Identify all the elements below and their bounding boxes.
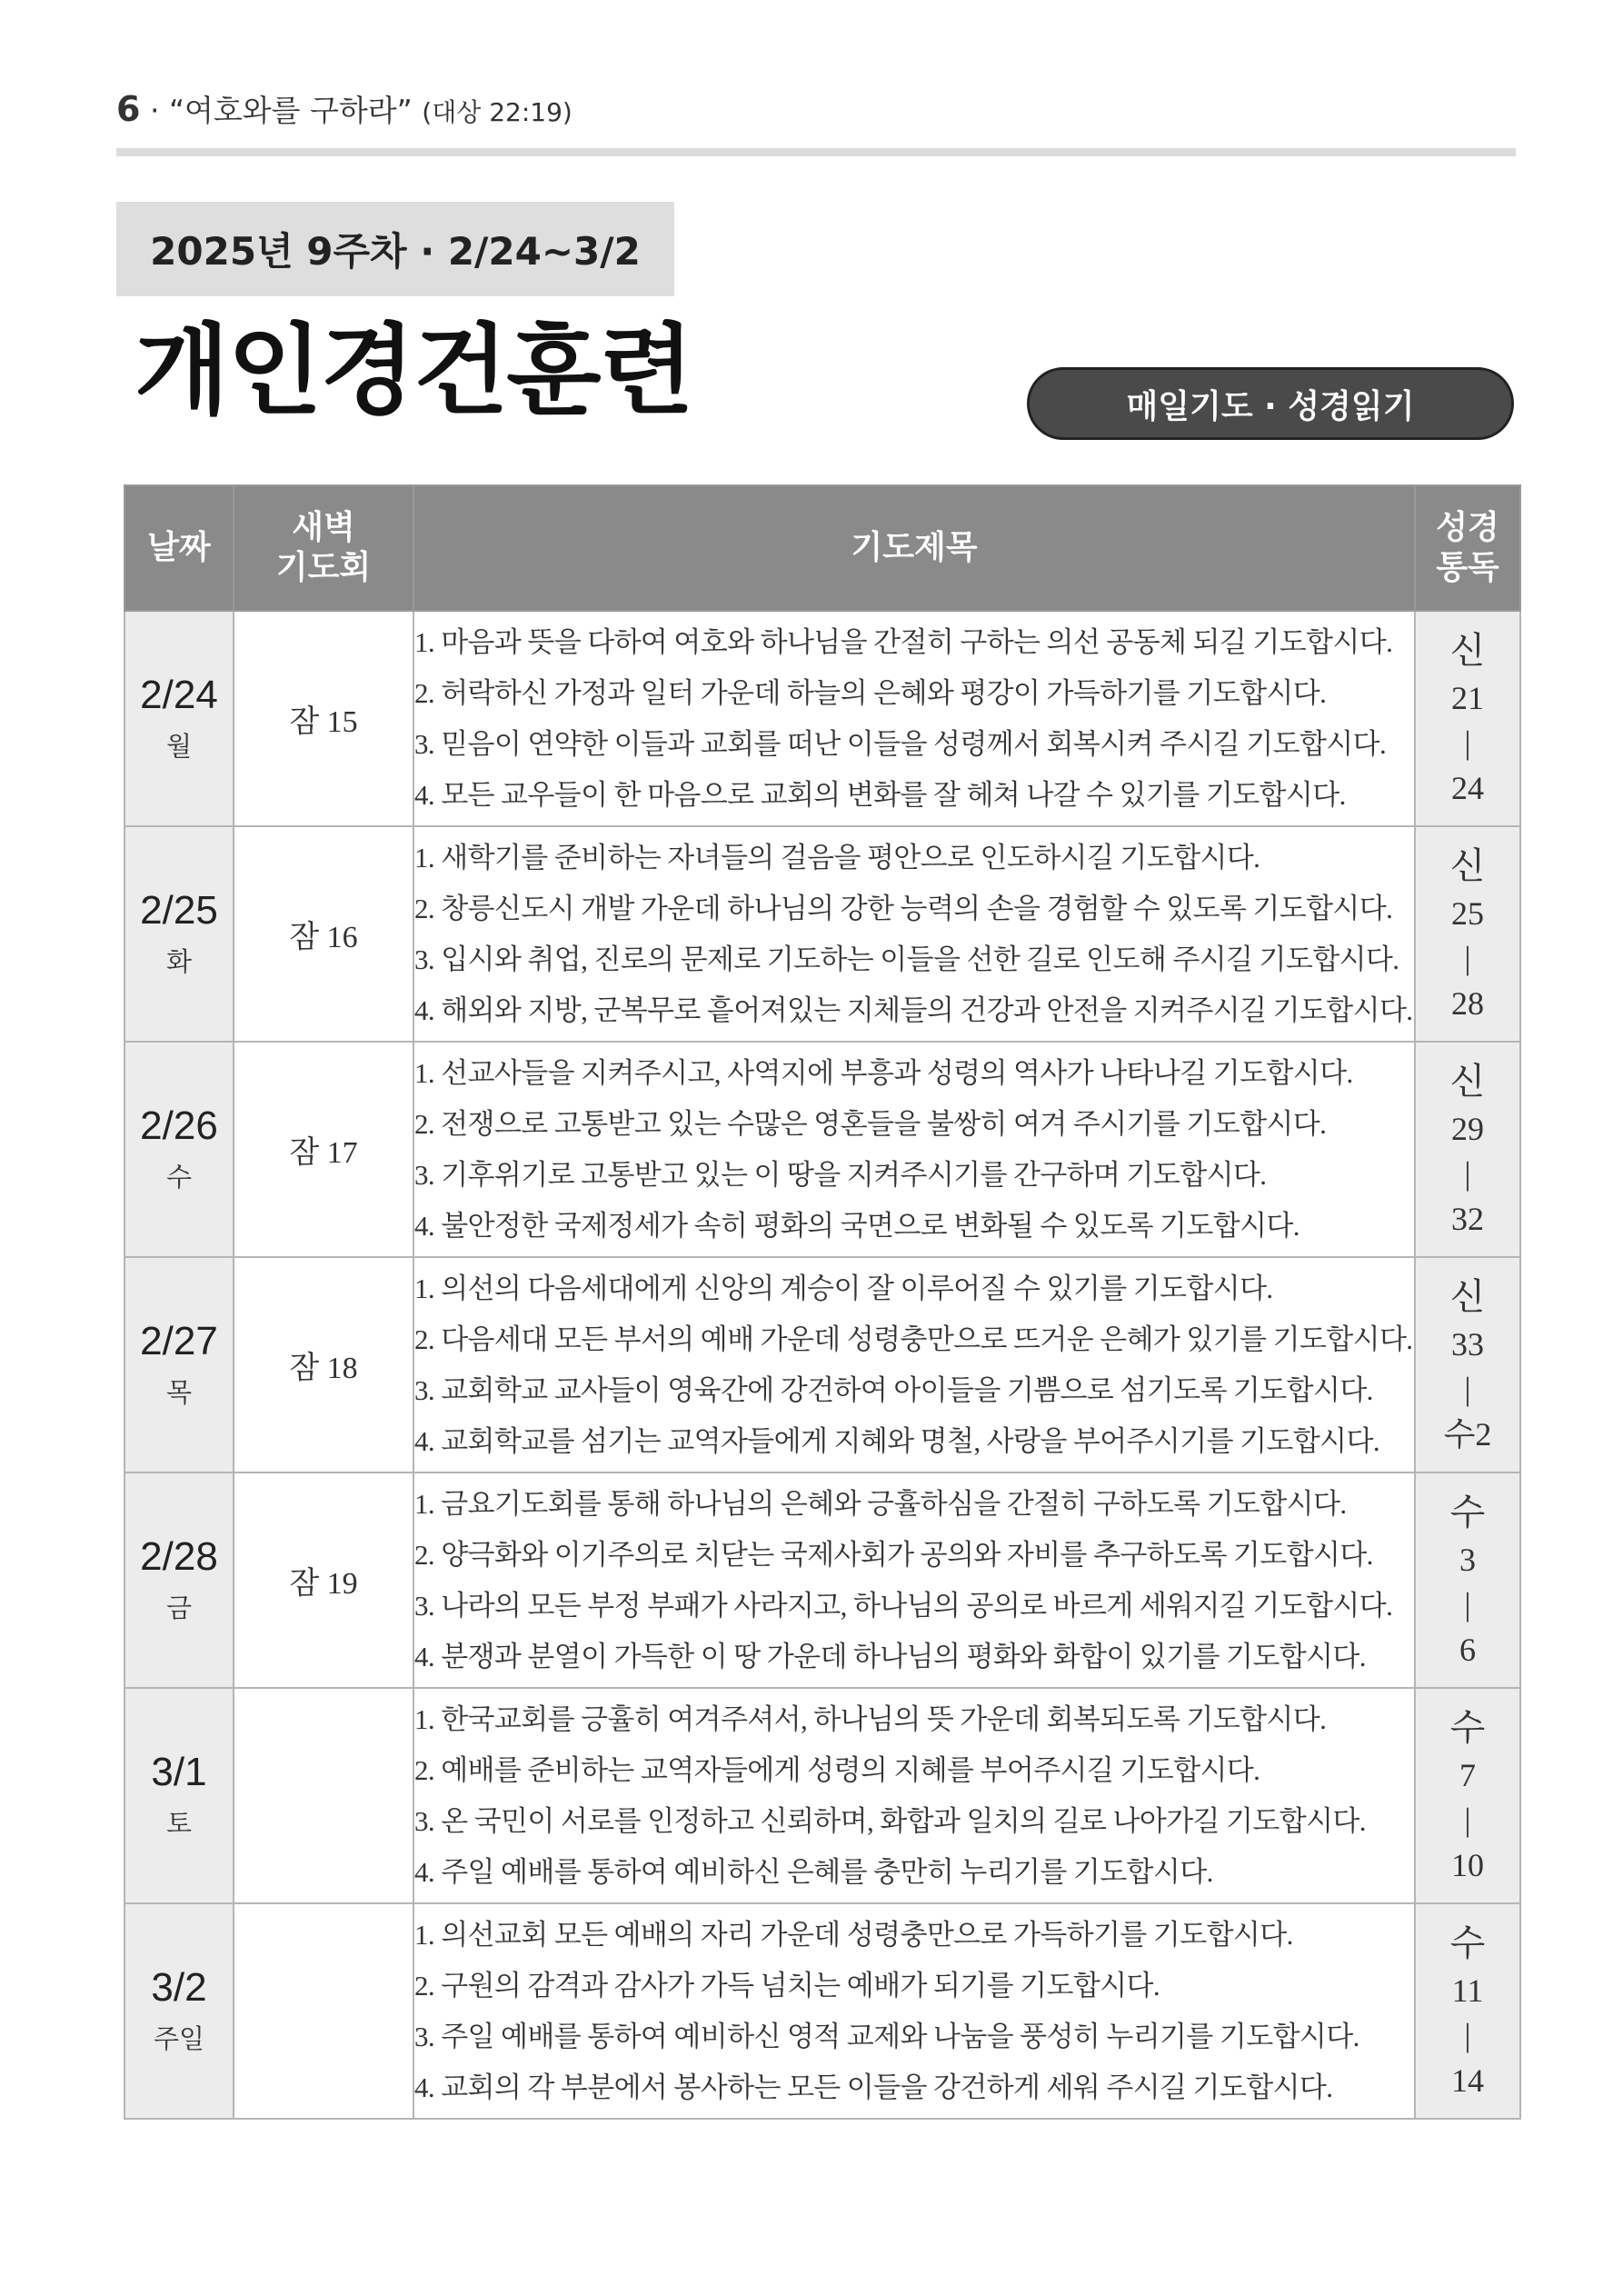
weekday: 주일 xyxy=(153,2023,205,2055)
reading-end: 14 xyxy=(1451,2061,1484,2099)
date: 2/25 xyxy=(140,887,218,933)
date: 3/1 xyxy=(151,1749,207,1794)
prayer-topic: 3. 입시와 취업, 진로의 문제로 기도하는 이들을 선한 길로 인도해 주시길 기도합시다. xyxy=(414,943,1399,975)
prayer-topics xyxy=(413,1472,1415,1688)
prayer-topic: 1. 금요기도회를 통해 하나님의 은혜와 긍휼하심을 간절히 구하도록 기도합시다. xyxy=(414,1487,1347,1520)
reading-cell xyxy=(1415,1472,1520,1688)
weekday: 월 xyxy=(165,731,192,763)
table-row xyxy=(124,1257,1520,1472)
reading-start: 29 xyxy=(1451,1110,1484,1147)
date-cell xyxy=(124,611,234,826)
header-dawn-line2: 기도회 xyxy=(275,549,372,586)
reading-dash: | xyxy=(1464,1802,1471,1839)
weekday: 목 xyxy=(165,1377,192,1409)
date-cell xyxy=(124,1257,234,1472)
prayer-topic: 3. 나라의 모든 부정 부패가 사라지고, 하나님의 공의로 바르게 세워지길 기도합시다. xyxy=(414,1589,1393,1622)
date-cell xyxy=(124,1472,234,1688)
weekday: 토 xyxy=(165,1808,192,1840)
category-pill: 매일기도 · 성경읽기 xyxy=(1027,367,1514,440)
prayer-topic: 1. 새학기를 준비하는 자녀들의 걸음을 평안으로 인도하시길 기도합시다. xyxy=(414,841,1260,873)
prayer-topics xyxy=(413,1688,1415,1903)
reading-cell xyxy=(1415,1042,1520,1257)
prayer-topics xyxy=(413,1042,1415,1257)
weekday: 수 xyxy=(165,1162,192,1193)
prayer-topic: 3. 믿음이 연약한 이들과 교회를 떠난 이들을 성령께서 회복시켜 주시길 기도합시다. xyxy=(414,727,1387,760)
date: 2/28 xyxy=(140,1533,218,1579)
prayer-topic: 2. 구원의 감격과 감사가 가득 넘치는 예배가 되기를 기도합시다. xyxy=(414,1969,1160,2002)
prayer-topic: 4. 해외와 지방, 군복무로 흩어져있는 지체들의 건강과 안전을 지켜주시길 기도합시다. xyxy=(414,993,1413,1026)
reading-end: 32 xyxy=(1451,1200,1484,1237)
prayer-topics xyxy=(413,1257,1415,1472)
header-reading-line1: 성경 xyxy=(1436,509,1499,547)
dawn-passage: 잠 15 xyxy=(234,611,413,826)
header-reading xyxy=(1415,485,1520,611)
prayer-topic: 2. 허락하신 가정과 일터 가운데 하늘의 은혜와 평강이 가득하기를 기도합시다. xyxy=(414,676,1327,709)
prayer-topic: 2. 창릉신도시 개발 가운데 하나님의 강한 능력의 손을 경험할 수 있도록 기도합시다. xyxy=(414,892,1393,924)
reading-book: 신 xyxy=(1449,845,1486,887)
prayer-topic: 1. 의선의 다음세대에게 신앙의 계승이 잘 이루어질 수 있기를 기도합시다. xyxy=(414,1272,1273,1304)
page-title: 개인경건훈련 xyxy=(134,314,692,428)
reading-start: 33 xyxy=(1451,1325,1484,1363)
table-row xyxy=(124,1042,1520,1257)
reading-cell xyxy=(1415,611,1520,826)
prayer-topic: 3. 온 국민이 서로를 인정하고 신뢰하며, 화합과 일치의 길로 나아가길 기도합시다. xyxy=(414,1804,1366,1837)
table-row xyxy=(124,826,1520,1042)
prayer-topic: 4. 교회의 각 부분에서 봉사하는 모든 이들을 강건하게 세워 주시길 기도합시다. xyxy=(414,2071,1333,2103)
prayer-topic: 1. 선교사들을 지켜주시고, 사역지에 부흥과 성령의 역사가 나타나길 기도합시다. xyxy=(414,1056,1353,1089)
page-number: 6 xyxy=(116,89,141,129)
header-topics: 기도제목 xyxy=(413,485,1415,611)
reading-cell xyxy=(1415,1903,1520,2119)
reading-dash: | xyxy=(1464,2017,1471,2054)
prayer-topic: 4. 불안정한 국제정세가 속히 평화의 국면으로 변화될 수 있도록 기도합시다. xyxy=(414,1209,1299,1242)
header-dawn-line1: 새벽 xyxy=(292,509,355,547)
date-cell xyxy=(124,1688,234,1903)
reading-start: 11 xyxy=(1451,1972,1484,2009)
reading-book: 수 xyxy=(1449,1922,1486,1964)
reading-start: 25 xyxy=(1451,894,1484,932)
prayer-topic: 3. 기후위기로 고통받고 있는 이 땅을 지켜주시기를 간구하며 기도합시다. xyxy=(414,1158,1267,1191)
header-reference: (대상 22:19) xyxy=(422,97,573,127)
prayer-topic: 1. 의선교회 모든 예배의 자리 가운데 성령충만으로 가득하기를 기도합시다. xyxy=(414,1918,1293,1951)
reading-end: 10 xyxy=(1451,1846,1484,1883)
header-reading-line2: 통독 xyxy=(1436,549,1499,586)
prayer-topic: 3. 교회학교 교사들이 영육간에 강건하여 아이들을 기쁨으로 섬기도록 기도합시다. xyxy=(414,1373,1373,1406)
date: 2/24 xyxy=(140,672,218,717)
date-cell xyxy=(124,1042,234,1257)
reading-dash: | xyxy=(1464,1155,1471,1193)
reading-dash: | xyxy=(1464,1371,1471,1408)
table-row xyxy=(124,1903,1520,2119)
date: 3/2 xyxy=(151,1964,207,2010)
header-date: 날짜 xyxy=(124,485,234,611)
prayer-topic: 2. 다음세대 모든 부서의 예배 가운데 성령충만으로 뜨거운 은혜가 있기를 기도합시다. xyxy=(414,1323,1413,1355)
date: 2/27 xyxy=(140,1318,218,1363)
prayer-topic: 1. 마음과 뜻을 다하여 여호와 하나님을 간절히 구하는 의선 공동체 되길 기도합시다. xyxy=(414,625,1393,658)
reading-start: 7 xyxy=(1459,1756,1476,1793)
reading-dash: | xyxy=(1464,724,1471,762)
prayer-topics xyxy=(413,826,1415,1042)
reading-cell xyxy=(1415,826,1520,1042)
prayer-topic: 1. 한국교회를 긍휼히 여겨주셔서, 하나님의 뜻 가운데 회복되도록 기도합시다. xyxy=(414,1702,1327,1735)
reading-end: 24 xyxy=(1451,769,1484,806)
prayer-topic: 2. 전쟁으로 고통받고 있는 수많은 영혼들을 불쌍히 여겨 주시기를 기도합시다. xyxy=(414,1107,1327,1140)
reading-end: 수2 xyxy=(1443,1415,1492,1452)
prayer-topic: 2. 예배를 준비하는 교역자들에게 성령의 지혜를 부어주시길 기도합시다. xyxy=(414,1753,1260,1786)
table-header-row xyxy=(124,485,1520,611)
weekday: 화 xyxy=(165,946,192,978)
dawn-passage xyxy=(234,1688,413,1903)
header-separator: · xyxy=(149,93,160,128)
reading-end: 6 xyxy=(1459,1631,1476,1668)
prayer-topic: 3. 주일 예배를 통하여 예비하신 영적 교제와 나눔을 풍성히 누리기를 기도합시다. xyxy=(414,2020,1359,2052)
week-label: 2025년 9주차 · 2/24~3/2 xyxy=(116,202,674,296)
reading-book: 수 xyxy=(1449,1707,1486,1749)
dawn-passage: 잠 16 xyxy=(234,826,413,1042)
reading-start: 21 xyxy=(1451,679,1484,716)
reading-book: 신 xyxy=(1449,1276,1486,1318)
reading-dash: | xyxy=(1464,940,1471,977)
reading-book: 신 xyxy=(1449,1061,1486,1103)
table-row xyxy=(124,1688,1520,1903)
reading-cell xyxy=(1415,1257,1520,1472)
date-cell xyxy=(124,826,234,1042)
running-header xyxy=(116,87,573,130)
prayer-topic: 4. 모든 교우들이 한 마음으로 교회의 변화를 잘 헤쳐 나갈 수 있기를 기도합시다. xyxy=(414,778,1346,811)
table-row xyxy=(124,1472,1520,1688)
date: 2/26 xyxy=(140,1103,218,1148)
prayer-reading-table xyxy=(124,484,1521,2120)
dawn-passage xyxy=(234,1903,413,2119)
prayer-topic: 4. 주일 예배를 통하여 예비하신 은혜를 충만히 누리기를 기도합시다. xyxy=(414,1855,1213,1888)
header-title: “여호와를 구하라” xyxy=(168,93,413,128)
prayer-topics xyxy=(413,611,1415,826)
reading-start: 3 xyxy=(1459,1541,1476,1578)
reading-dash: | xyxy=(1464,1586,1471,1623)
prayer-topics xyxy=(413,1903,1415,2119)
reading-cell xyxy=(1415,1688,1520,1903)
header-rule xyxy=(116,148,1516,156)
prayer-topic: 4. 분쟁과 분열이 가득한 이 땅 가운데 하나님의 평화와 화합이 있기를 기도합시다. xyxy=(414,1640,1366,1672)
prayer-topic: 4. 교회학교를 섬기는 교역자들에게 지혜와 명철, 사랑을 부어주시기를 기도합시다. xyxy=(414,1424,1379,1457)
dawn-passage: 잠 17 xyxy=(234,1042,413,1257)
reading-book: 수 xyxy=(1449,1492,1486,1533)
reading-book: 신 xyxy=(1449,630,1486,672)
weekday: 금 xyxy=(165,1592,192,1624)
header-dawn-prayer xyxy=(234,485,413,611)
dawn-passage: 잠 18 xyxy=(234,1257,413,1472)
reading-end: 28 xyxy=(1451,984,1484,1022)
prayer-topic: 2. 양극화와 이기주의로 치닫는 국제사회가 공의와 자비를 추구하도록 기도합시다. xyxy=(414,1538,1373,1571)
table-row xyxy=(124,611,1520,826)
date-cell xyxy=(124,1903,234,2119)
dawn-passage: 잠 19 xyxy=(234,1472,413,1688)
